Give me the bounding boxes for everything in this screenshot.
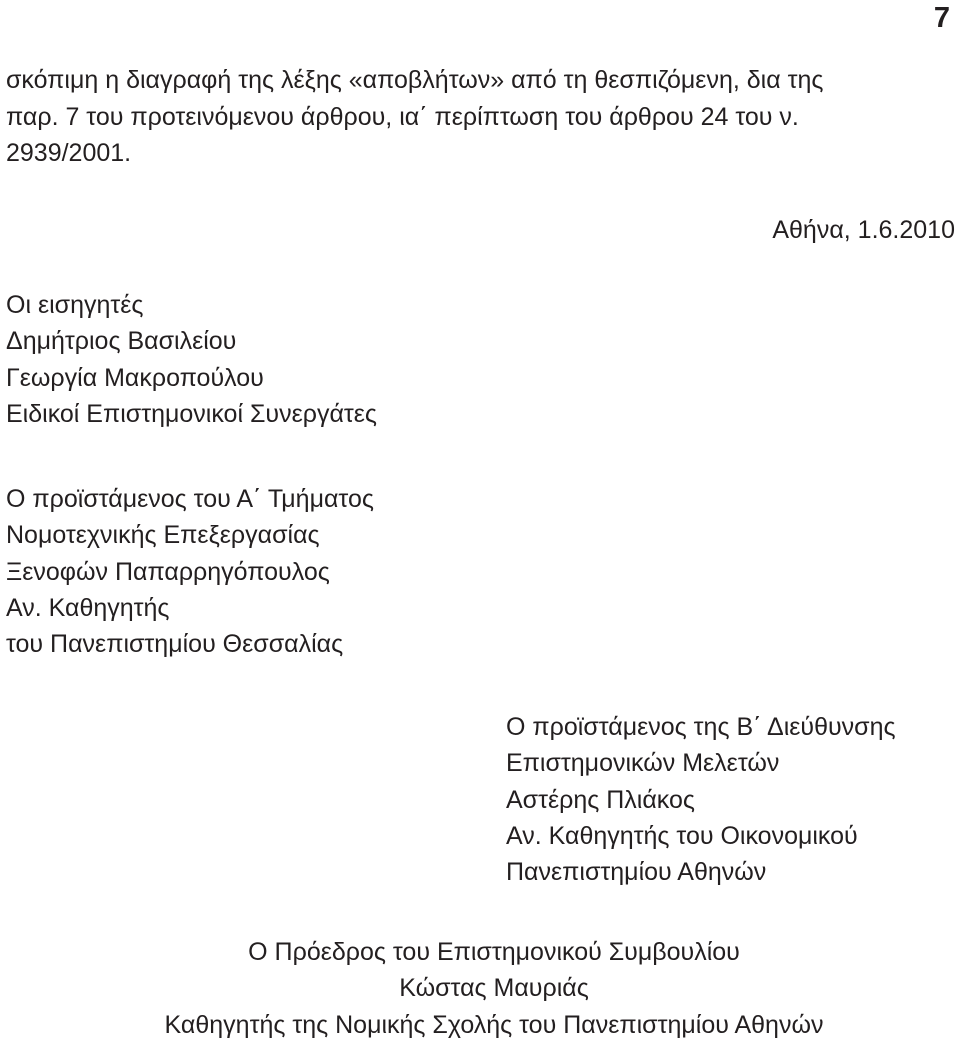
signatory-name: Κώστας Μαυριάς [399,974,589,1003]
signatory-position: Αν. Καθηγητής του Οικονομικού [506,821,858,850]
signatory-name: Ξενοφών Παπαρρηγόπουλος [6,557,330,586]
signatory-position: Πανεπιστημίου Αθηνών [506,858,767,887]
signatory-title: Ο Πρόεδρος του Επιστημονικού Συμβουλίου [248,938,740,966]
signatory-position: Καθηγητής της Νομικής Σχολής του Πανεπιστημίου Αθηνών [164,1010,824,1039]
paragraph-line: σκόπιμη η διαγραφή της λέξης «αποβλήτων» από τη θεσπιζόμενη, δια της [6,66,824,94]
signatory-title: Ο προϊστάμενος της Β΄ Διεύθυνσης [506,713,896,741]
intro-paragraph [6,62,958,172]
page-number: 7 [933,2,950,34]
signatory-title: Επιστημονικών Μελετών [506,749,780,778]
rapporteur-name: Δημήτριος Βασιλείου [6,327,237,356]
signatory-title: Ο προϊστάμενος του Α΄ Τμήματος [6,485,374,513]
paragraph-line: 2939/2001. [6,139,132,167]
paragraph-line: παρ. 7 του προτεινόμενου άρθρου, ια΄ περίπτωση του άρθρου 24 του ν. [6,102,799,131]
place-date: Αθήνα, 1.6.2010 [772,216,955,244]
directorate-head-signature-block [506,709,896,890]
department-head-signature-block [6,481,374,662]
rapporteur-name: Γεωργία Μακροπούλου [6,363,264,392]
president-signature-block [0,934,960,1043]
rapporteurs-heading: Οι εισηγητές [6,291,144,319]
rapporteurs-signature-block [6,287,377,432]
signatory-position: Αν. Καθηγητής [6,593,170,622]
signatory-title: Νομοτεχνικής Επεξεργασίας [6,521,320,550]
signatory-position: του Πανεπιστημίου Θεσσαλίας [6,630,344,659]
signatory-name: Αστέρης Πλιάκος [506,785,695,814]
rapporteurs-role: Ειδικοί Επιστημονικοί Συνεργάτες [6,399,377,428]
